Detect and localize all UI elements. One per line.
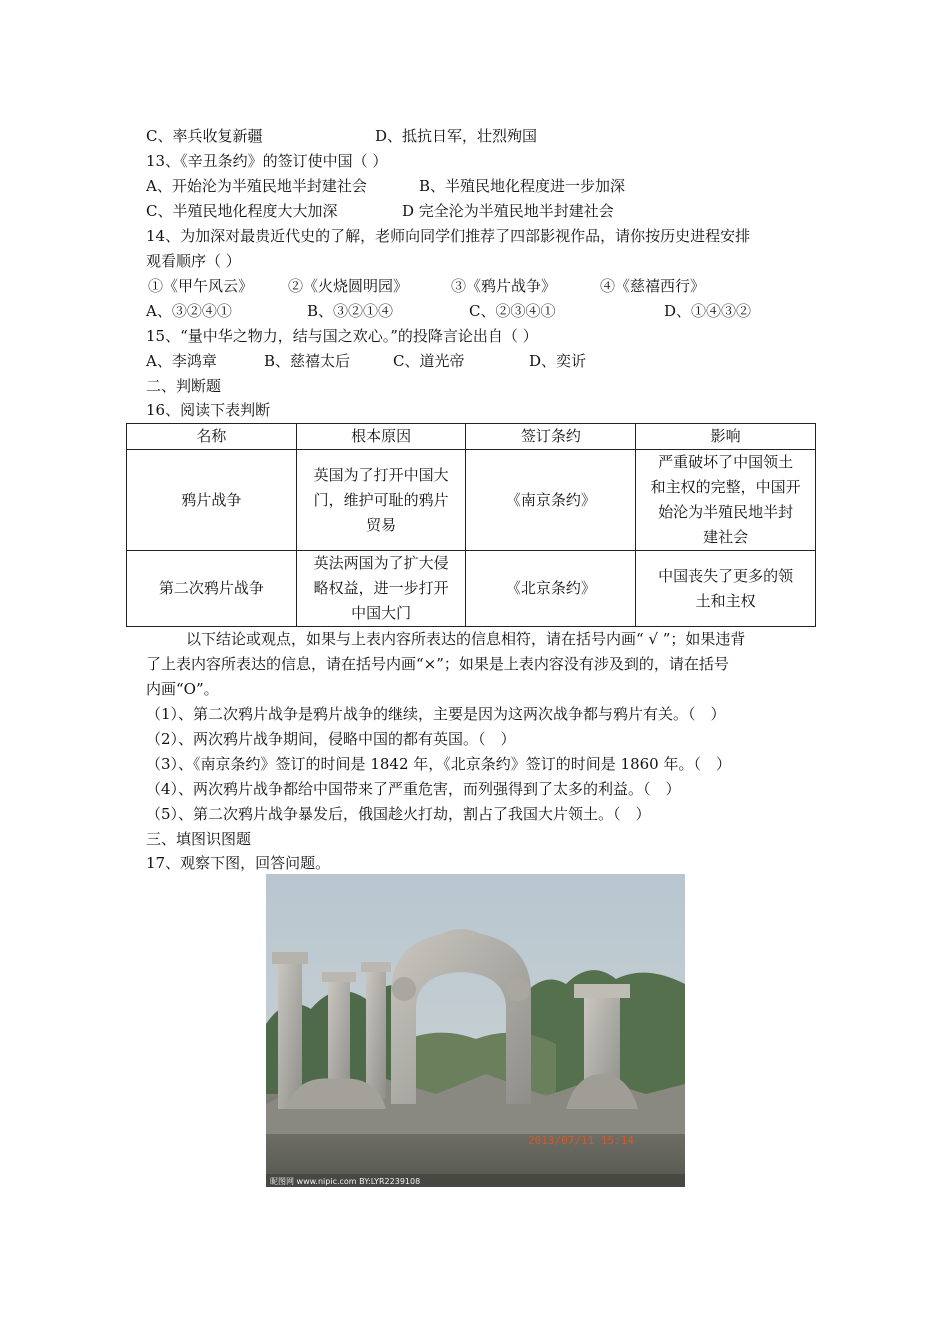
row1-impact-line: 和主权的完整，中国开 [650, 478, 801, 496]
table-row [127, 450, 816, 551]
q15-option-b: B、慈禧太后 [264, 352, 351, 370]
q16-item-5: （5）、第二次鸦片战争暴发后，俄国趁火打劫，割占了我国大片领土。（ ） [146, 805, 651, 823]
row2-cause-line: 略权益，进一步打开 [313, 579, 449, 597]
q14-option-d: D、①④③② [664, 302, 752, 320]
row1-impact-line: 始沦为半殖民地半封 [658, 503, 794, 521]
q15-options [146, 351, 587, 371]
row2-cause-line: 中国大门 [351, 604, 412, 622]
photo-watermark: 昵图网 www.nipic.com BY:LYR2239108 [270, 1177, 421, 1186]
q16-table [126, 423, 816, 627]
q15-option-d: D、奕䜣 [529, 352, 587, 370]
row2-impact [636, 551, 816, 627]
q15-option-a: A、李鸿章 [146, 352, 217, 370]
q15-stem: 15、“量中华之物力，结与国之欢心。”的投降言论出自（ ） [146, 327, 538, 345]
q16-item-3: （3）、《南京条约》签订的时间是 1842 年，《北京条约》签订的时间是 1860 年。（ ） [146, 755, 731, 773]
row2-impact-line: 中国丧失了更多的领 [658, 566, 794, 585]
q14-work-3: ③《鸦片战争》 [451, 277, 557, 295]
q14-option-b: B、③②①④ [307, 302, 394, 320]
header-treaty: 签订条约 [466, 424, 636, 450]
q15-option-c: C、道光帝 [393, 352, 465, 370]
q17-stem: 17、观察下图，回答问题。 [146, 854, 331, 872]
q13-options-cd [146, 201, 614, 221]
q16-instruction-3: 内画“O”。 [146, 680, 219, 698]
header-cause: 根本原因 [296, 424, 466, 450]
q14-option-c: C、②③④① [469, 302, 556, 320]
row1-name: 鸦片战争 [127, 450, 297, 551]
q13-option-b: B、半殖民地化程度进一步加深 [419, 177, 626, 195]
q16-stem: 16、阅读下表判断 [146, 401, 271, 419]
q16-item-1: （1）、第二次鸦片战争是鸦片战争的继续，主要是因为这两次战争都与鸦片有关。（ ） [146, 705, 726, 723]
row2-cause-line: 英法两国为了扩大侵 [313, 554, 449, 572]
q14-stem-2: 观看顺序（ ） [146, 252, 241, 270]
q16-item-2: （2）、两次鸦片战争期间，侵略中国的都有英国。（ ） [146, 730, 516, 748]
table-row [127, 551, 816, 627]
section-3-heading: 三、填图识图题 [146, 830, 252, 848]
q14-work-2: ②《火烧圆明园》 [288, 277, 409, 295]
q13-stem: 13、《辛丑条约》的签订使中国（ ） [146, 152, 388, 170]
q16-instruction-2: 了上表内容所表达的信息，请在括号内画“×”；如果是上表内容没有涉及到的，请在括号 [146, 655, 729, 673]
q12-option-c: C、率兵收复新疆 [146, 127, 263, 145]
q14-work-1: ①《甲午风云》 [148, 277, 254, 295]
q16-instruction-1: 以下结论或观点，如果与上表内容所表达的信息相符，请在括号内画“ √ ”；如果违背 [186, 630, 746, 648]
row2-impact-line: 土和主权 [695, 591, 756, 610]
section-2-heading: 二、判断题 [146, 377, 222, 395]
row1-impact-line: 建社会 [703, 528, 749, 546]
ruins-photo [266, 874, 685, 1187]
q13-option-a: A、开始沦为半殖民地半封建社会 [146, 177, 367, 195]
row2-cause [296, 551, 466, 627]
row1-cause [296, 450, 466, 551]
row2-name: 第二次鸦片战争 [127, 551, 297, 627]
row1-cause-line: 贸易 [366, 515, 397, 534]
header-name: 名称 [127, 424, 297, 450]
q14-options [146, 301, 752, 321]
row1-impact [636, 450, 816, 551]
q13-option-d: D 完全沦为半殖民地半封建社会 [402, 202, 614, 220]
ruins-photo-illustration [266, 874, 685, 1187]
q12-options-line [146, 126, 538, 146]
q13-options-ab [146, 176, 626, 196]
q16-item-4: （4）、两次鸦片战争都给中国带来了严重危害，而列强得到了太多的利益。（ ） [146, 780, 681, 798]
q14-stem-1: 14、为加深对最贵近代史的了解，老师向同学们推荐了四部影视作品，请你按历史进程安排 [146, 227, 751, 245]
table-header-row [127, 424, 816, 450]
q14-work-4: ④《慈禧西行》 [600, 277, 706, 295]
row1-cause-line: 门，维护可耻的鸦片 [313, 490, 449, 509]
header-impact: 影响 [636, 424, 816, 450]
q14-option-a: A、③②④① [146, 302, 232, 320]
q13-option-c: C、半殖民地化程度大大加深 [146, 202, 338, 220]
row2-treaty: 《北京条约》 [466, 551, 636, 627]
photo-date-stamp: 2013/07/11 15:14 [528, 1134, 634, 1147]
q12-option-d: D、抵抗日军，壮烈殉国 [375, 127, 538, 145]
row1-treaty: 《南京条约》 [466, 450, 636, 551]
row1-impact-line: 严重破坏了中国领土 [658, 453, 794, 471]
row1-cause-line: 英国为了打开中国大 [313, 465, 449, 484]
